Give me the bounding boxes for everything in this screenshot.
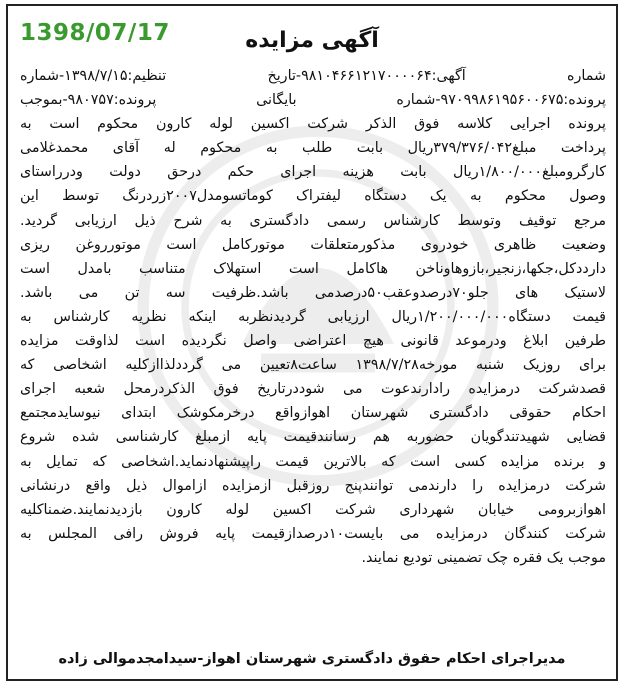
body-line: و برنده مزایده کسی است که بالاترین قیمت راپیشنهادنماید.اشخاصی که تمایل به xyxy=(20,453,606,470)
body-line: لاستیک های جلو۷۰درصدوعقب۵۰درصدمی باشد.ظرفیت سه تن می باشد. xyxy=(20,284,606,301)
body-line: قضایی شهیدتندگویان حضوربه هم رسانندقیمت پایه ازمبلغ کارشناسی شده شروع xyxy=(20,429,606,446)
body-line: وصول محکوم به یک دستگاه لیفتراک کوماتسومدل۲۰۰۷زردرنگ توسط این xyxy=(20,188,606,205)
body-line: موجب یک فقره چک تضمینی تودیع نمایند. xyxy=(361,549,606,566)
body-line: کارگرومبلغ۱/۸۰۰/۰۰۰ریال بابت هزینه اجرای حکم درحق دولت ودرراستای xyxy=(20,164,606,181)
body-line: طرفین ابلاغ ودرموعد قانونی هیچ اعتراضی واصل نگردیده است لذاوقت مزایده xyxy=(20,333,606,350)
notice-body xyxy=(20,64,606,570)
signature-line: مدیراجرای احکام حقوق دادگستری شهرستان اهواز-سیدامجدموالی زاده xyxy=(58,651,566,667)
body-line: پرونده اجرایی کلاسه فوق الذکر شرکت اکسین لوله کارون محکوم است به xyxy=(20,116,606,133)
body-line: پرونده:۹۷۰۹۹۸۶۱۹۵۶۰۰۶۷۵-شماره بایگانی پرونده:۹۸۰۷۵۷-بموجب xyxy=(20,92,606,109)
body-line: احکام حقوقی دادگستری شهرستان اهوازواقع درخرمکوشک ابتدای نیوسایدمجتمع xyxy=(20,405,606,422)
body-line: پرداخت مبلغ۳۷۹/۳۷۶/۰۴۲ریال بابت طلب به محکوم له آقای محمدغلامی xyxy=(20,140,606,157)
notice-frame xyxy=(6,4,618,681)
body-line: اهوازبرومی خیابان شهرداری شرکت اکسین لوله کارون بازدیدنمایند.ضمناکلیه xyxy=(20,501,606,518)
body-line: دارددکل،جکها،زنجیر،بازوهاوناخن هاکامل است استهلاک متناسب بامدل است xyxy=(20,260,606,277)
body-line: شماره آگهی:۹۸۱۰۴۶۶۱۲۱۷۰۰۰۰۶۴-تاریخ تنظیم:۱۳۹۸/۷/۱۵-شماره xyxy=(20,68,606,84)
body-line: برای روزیک شنبه مورخه۱۳۹۸/۷/۲۸ ساعت۸تعیین می گرددلذاازکلیه اشخاصی که xyxy=(20,357,606,374)
body-line: قیمت دستگاه۱/۲۰۰/۰۰۰/۰۰۰ریال ارزیابی گردیدنظربه اینکه نظریه کارشناس به xyxy=(20,308,606,325)
body-line: شرکت درمزایده را دارندمی توانندپنج روزقبل ازمزایده ازاموال ذیل واقع درنشانی xyxy=(20,477,606,494)
body-line: شرکت کنندگان درمزایده می بایست۱۰درصدازقیمت پایه فروش رافی المجلس به xyxy=(20,525,606,542)
body-line: وضعیت ظاهری خودروی مذکورمتعلقات موتورکامل است موتورروغن ریزی xyxy=(20,236,606,253)
body-line: قصدشرکت درمزایده رادارندعوت می شوددرتاریخ فوق الذکردرمحل شعبه اجرای xyxy=(20,381,606,398)
body-line: مرجع توقیف وتوسط کارشناس رسمی دادگستری به شرح ذیل ارزیابی گردید. xyxy=(20,212,606,229)
page-title: آگهی مزایده xyxy=(245,28,379,53)
stamp-date: 1398/07/17 xyxy=(20,20,170,46)
